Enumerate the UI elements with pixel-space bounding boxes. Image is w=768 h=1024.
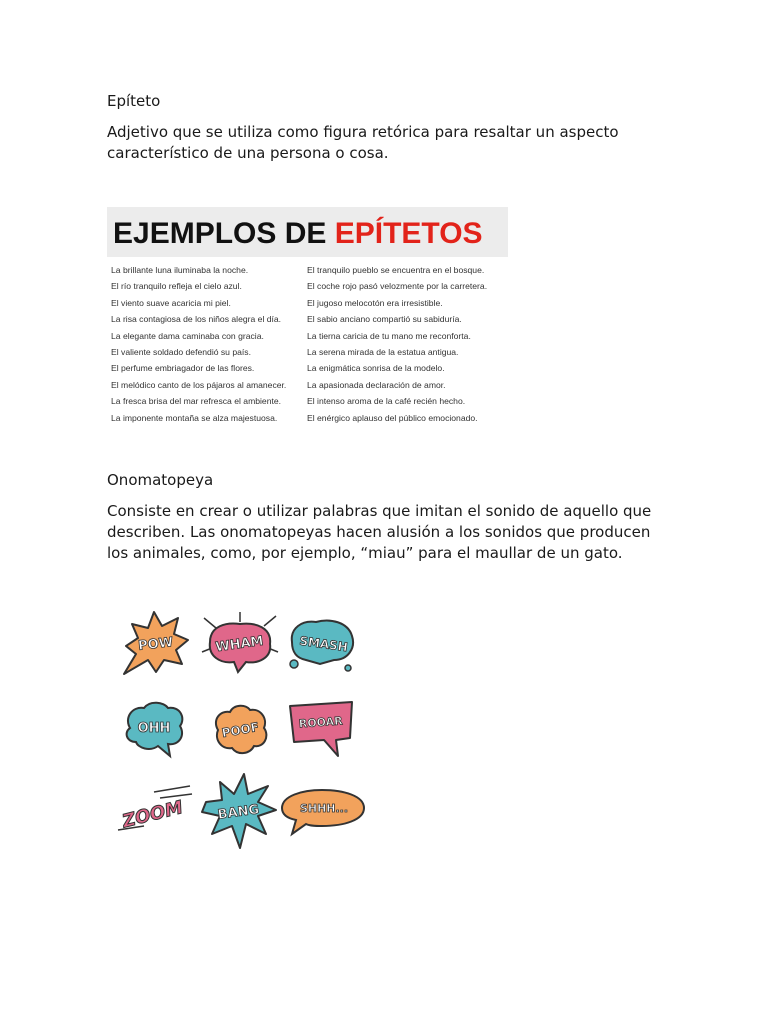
- zoom-word: ZOOM: [120, 797, 186, 833]
- rooar-bubble: [286, 700, 356, 760]
- epiteto-example: La enigmática sonrisa de la modelo.: [307, 363, 445, 374]
- section-text-epiteto: Adjetivo que se utiliza como figura retórica para resaltar un aspecto característico de una persona o cosa.: [107, 123, 619, 162]
- onomatopeyas-image: [112, 604, 372, 852]
- section-heading-onomatopeya: Onomatopeya: [107, 471, 214, 489]
- wham-bubble: [202, 612, 278, 676]
- epitetos-right-column: [307, 262, 507, 426]
- epiteto-example: El sabio anciano compartió su sabiduría.: [307, 314, 462, 325]
- epiteto-example: La apasionada declaración de amor.: [307, 379, 446, 390]
- epiteto-example: La brillante luna iluminaba la noche.: [111, 265, 249, 275]
- shhh-bubble: [278, 788, 366, 838]
- epiteto-example: El perfume embriagador de las flores.: [111, 363, 255, 374]
- epitetos-title-red: EPÍTETOS: [334, 217, 483, 250]
- pow-bubble: [118, 608, 190, 678]
- ohh-bubble: [120, 700, 188, 760]
- wham-word: WHAM: [214, 633, 265, 656]
- epiteto-example: El río tranquilo refleja el cielo azul.: [111, 281, 242, 292]
- epiteto-example: El tranquilo pueblo se encuentra en el bosque.: [307, 265, 485, 275]
- epiteto-example: La serena mirada de la estatua antigua.: [307, 347, 459, 358]
- epiteto-example: El melódico canto de los pájaros al amanecer.: [111, 379, 287, 390]
- smash-word: SMASH: [298, 633, 349, 655]
- poof-word: POOF: [220, 719, 260, 741]
- shhh-word: SHHH...: [299, 802, 349, 815]
- epiteto-example: El jugoso melocotón era irresistible.: [307, 297, 443, 308]
- section-heading-epiteto: Epíteto: [107, 92, 161, 110]
- epiteto-example: La elegante dama caminaba con gracia.: [111, 330, 264, 341]
- epiteto-example: La fresca brisa del mar refresca el ambiente.: [111, 396, 282, 407]
- epiteto-example: La risa contagiosa de los niños alegra el día.: [111, 314, 282, 325]
- bang-bubble: [200, 772, 278, 850]
- rooar-word: ROOAR: [298, 714, 344, 731]
- epiteto-example: El enérgico aplauso del público emocionado.: [307, 412, 478, 423]
- epiteto-example: La tierna caricia de tu mano me reconforta.: [307, 330, 471, 341]
- epiteto-example: El valiente soldado defendió su país.: [111, 347, 251, 358]
- epiteto-example: El intenso aroma de la café recién hecho.: [307, 396, 466, 407]
- bang-word: BANG: [216, 802, 261, 823]
- poof-bubble: [210, 702, 270, 758]
- pow-word: POW: [137, 635, 174, 654]
- epitetos-title-black: EJEMPLOS DE: [113, 217, 335, 250]
- smash-bubble: [286, 614, 358, 674]
- epiteto-example: La imponente montaña se alza majestuosa.: [111, 412, 278, 423]
- epitetos-image-title: [107, 207, 508, 257]
- epitetos-examples-image: [107, 207, 508, 427]
- epitetos-left-column: [111, 262, 305, 426]
- epiteto-example: El coche rojo pasó velozmente por la carretera.: [307, 281, 488, 292]
- zoom-bubble: [114, 784, 194, 840]
- epiteto-example: El viento suave acaricia mi piel.: [111, 297, 231, 308]
- ohh-word: OHH: [137, 721, 171, 736]
- section-text-onomatopeya: Consiste en crear o utilizar palabras que imitan el sonido de aquello que describen. Las onomatopeyas hacen alusión a los sonidos que producen los animales, como, por ejemplo, “miau” para el maullar de un gato.: [107, 502, 652, 562]
